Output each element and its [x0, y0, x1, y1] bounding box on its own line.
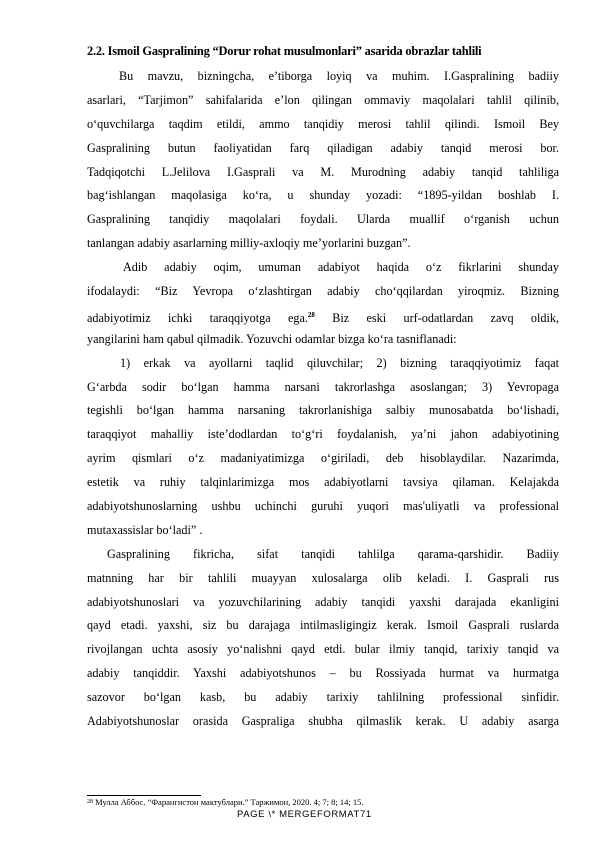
footnote-separator	[87, 795, 201, 796]
text-line-content: ifodalaydi: “Biz Yevropa o‘zlashtirgan adabiy cho‘qqilardan yiroqmiz. Bizning	[87, 284, 559, 299]
text-line	[87, 399, 559, 423]
text-line	[87, 686, 559, 710]
body-text	[87, 65, 559, 734]
text-line-content: asarlari, “Tarjimon” sahifalarida e’lon qilingan ommaviy maqolalari tahlil qilinib,	[87, 92, 559, 107]
text-line	[87, 519, 559, 543]
text-line-content: adabiyotimiz ichki taraqqiyotga ega.	[87, 310, 308, 325]
text-line	[87, 447, 559, 471]
text-line	[87, 376, 559, 400]
text-line-content: rivojlangan uchta asosiy yo‘nalishni qayd etdi. bular ilmiy tanqid, tarixiy tanqid va	[87, 642, 559, 657]
page-number-field: PAGE \* MERGEFORMAT71	[237, 809, 372, 820]
text-line-content: Adabiyotshunoslar orasida Gaspraliga shubha qilmaslik kerak. U adabiy asarga	[87, 714, 559, 729]
text-line	[87, 161, 559, 185]
text-line	[87, 256, 559, 280]
footnote	[87, 797, 363, 808]
text-line-content: qayd etadi. yaxshi, siz bu darajaga intilmasligingiz kerak. Ismoil Gasprali ruslarda	[87, 618, 559, 633]
text-line-content: tegishli bo‘lgan hamma narsaning takrorlanishiga salbiy munosabatda bo‘lishadi,	[87, 403, 559, 418]
text-line	[87, 495, 559, 519]
text-line-content: mutaxassislar bo‘ladi” .	[87, 522, 203, 537]
footnote-text: Мулла Аббос. “Фарангистон мактублари.” Таржимон, 2020. 4; 7; 8; 14; 15.	[93, 797, 364, 807]
text-line	[87, 304, 559, 328]
text-line	[87, 280, 559, 304]
text-line-content: yangilarini ham qabul qilmadik. Yozuvchi odamlar bizga ko‘ra tasniflanadi:	[87, 331, 457, 346]
footnote-reference: 28	[307, 310, 315, 319]
text-line	[87, 591, 559, 615]
text-line	[87, 208, 559, 232]
text-line-content: ayrim qismlari o‘z madaniyatimizga o‘giriladi, deb hisoblaydilar. Nazarimda,	[87, 451, 559, 466]
text-line	[87, 710, 559, 734]
text-line	[87, 89, 559, 113]
text-line	[87, 638, 559, 662]
footnote-number: 28	[87, 799, 93, 805]
text-line	[87, 567, 559, 591]
text-line	[87, 65, 559, 89]
section-heading: 2.2. Ismoil Gaspralining “Dorur rohat musulmonlari” asarida obrazlar tahlili	[87, 44, 482, 58]
text-line-content: o‘quvchilarga taqdim etildi, ammo tanqidiy merosi tahlil qilindi. Ismoil Bey	[87, 116, 559, 131]
text-line-content: Gaspralining fikricha, sifat tanqidi tahlilga qarama-qarshidir. Badiiy	[107, 546, 559, 561]
text-line	[87, 662, 559, 686]
text-line-content: 1) erkak va ayollarni taqlid qiluvchilar; 2) bizning taraqqiyotimiz faqat	[120, 355, 559, 370]
text-line	[87, 614, 559, 638]
text-line-content: bag‘ishlangan maqolasiga ko‘ra, u shunday yozadi: “1895-yildan boshlab I.	[87, 188, 559, 203]
text-line-content: adabiyotshunoslarning ushbu uchinchi guruhi yuqori mas'uliyatli va professional	[87, 499, 559, 514]
text-line-content: Gaspralining tanqidiy maqolalari foydali. Ularda muallif o‘rganish uchun	[87, 212, 559, 227]
text-line	[87, 543, 559, 567]
text-line	[87, 232, 559, 256]
text-line-content: G‘arbda sodir bo‘lgan hamma narsani takrorlashga asoslangan; 3) Yevropaga	[87, 379, 559, 394]
text-line-content: Bu mavzu, bizningcha, e’tiborga loyiq va muhim. I.Gaspralining badiiy	[119, 69, 559, 83]
text-line	[87, 423, 559, 447]
text-line-content: taraqqiyot mahalliy iste’dodlardan to‘g‘ri foydalanish, ya’ni jahon adabiyotining	[87, 427, 559, 442]
text-line-content: Tadqiqotchi L.Jelilova I.Gasprali va M. Murodning adabiy tanqid tahliliga	[87, 164, 559, 179]
text-line-content: Adib adabiy oqim, umuman adabiyot haqida o‘z fikrlarini shunday	[123, 260, 559, 275]
text-line-content: matnning har bir tahlili muayyan xulosalarga olib keladi. I. Gasprali rus	[87, 570, 559, 585]
text-line-content: estetik va ruhiy talqinlarimizga mos adabiyotlarni tavsiya qilaman. Kelajakda	[87, 475, 559, 490]
text-line	[87, 471, 559, 495]
text-line-content: Gaspralining butun faoliyatidan farq qiladigan adabiy tanqid merosi bor.	[87, 140, 559, 155]
text-line	[87, 352, 559, 376]
text-line-content: sazovor bo‘lgan kasb, bu adabiy tarixiy tahlilning professional sinfidir.	[87, 690, 559, 705]
text-line-content: adabiyotshunoslari va yozuvchilarining adabiy tanqidi yaxshi darajada ekanligini	[87, 594, 559, 609]
text-line-content: Biz eski urf-odatlardan zavq oldik,	[314, 310, 559, 325]
text-line	[87, 184, 559, 208]
text-line	[87, 113, 559, 137]
text-line-content: adabiy tanqiddir. Yaxshi adabiyotshunos – bu Rossiyada hurmat va hurmatga	[87, 666, 559, 681]
text-line	[87, 137, 559, 161]
text-line-content: tanlangan adabiy asarlarning milliy-axloqiy me’yorlarini buzgan”.	[87, 236, 411, 251]
text-line	[87, 328, 559, 352]
